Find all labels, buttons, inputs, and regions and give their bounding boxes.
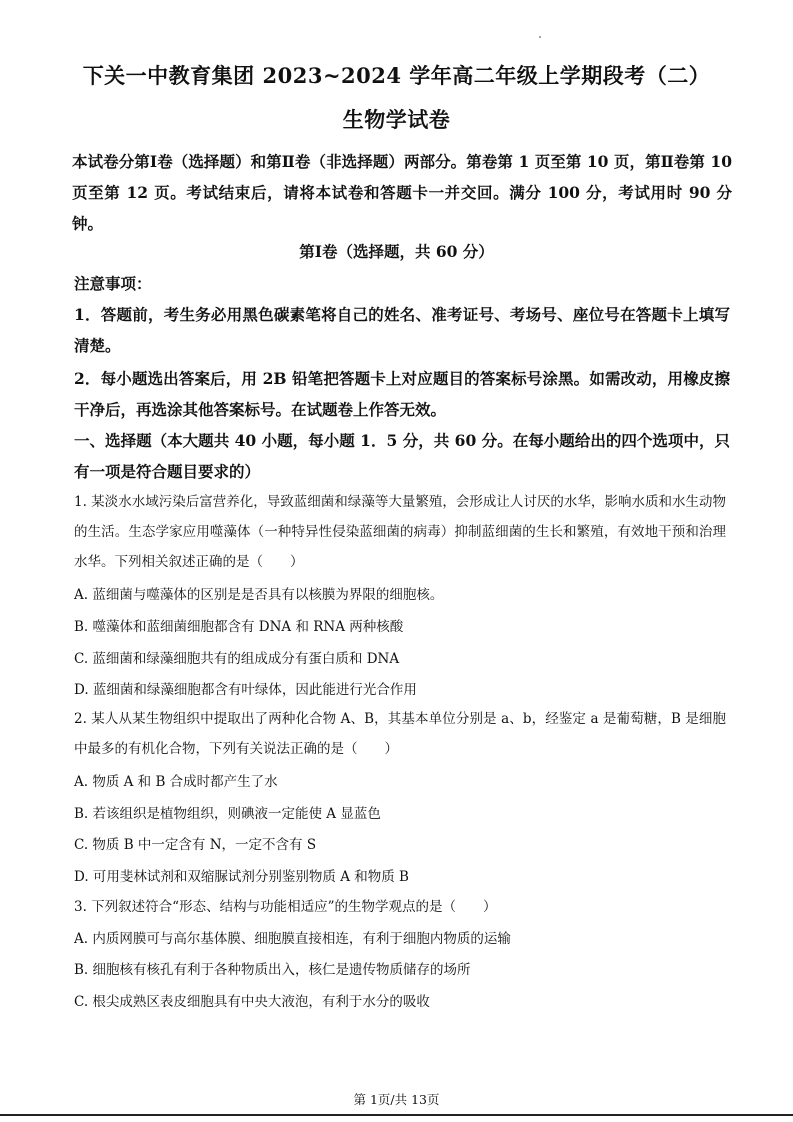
question-option: C. 蓝细菌和绿藻细胞共有的组成成分有蛋白质和 DNA — [74, 651, 400, 667]
section-heading: 第Ⅰ卷（选择题，共 60 分） — [299, 242, 494, 261]
page-footer: 第 1页/共 13页 — [353, 1092, 440, 1107]
notice-item: 1．答题前，考生务必用黑色碳素笔将自己的姓名、准考证号、考场号、座位号在答题卡上填写清楚。 — [74, 305, 730, 355]
question-option: B. 若该组织是植物组织，则碘液一定能使 A 显蓝色 — [74, 806, 381, 822]
question-option: B. 噬藻体和蓝细菌细胞都含有 DNA 和 RNA 两种核酸 — [74, 619, 404, 635]
notice-item: 2．每小题选出答案后，用 2B 铅笔把答题卡上对应题目的答案标号涂黑。如需改动，用橡皮擦干净后，再选涂其他答案标号。在试题卷上作答无效。 — [74, 369, 730, 419]
question-option: C. 根尖成熟区表皮细胞具有中央大液泡，有利于水分的吸收 — [74, 994, 430, 1010]
scan-dot — [539, 36, 541, 38]
question-option: A. 内质网膜可与高尔基体膜、细胞膜直接相连，有利于细胞内物质的运输 — [74, 931, 511, 947]
question-option: C. 物质 B 中一定含有 N，一定不含有 S — [74, 837, 317, 853]
question-option: D. 蓝细菌和绿藻细胞都含有叶绿体，因此能进行光合作用 — [74, 682, 417, 698]
question-option: A. 物质 A 和 B 合成时都产生了水 — [74, 774, 278, 790]
question-stem: 2. 某人从某生物组织中提取出了两种化合物 A、B，其基本单位分别是 a、b，经鉴定 a 是葡萄糖，B 是细胞中最多的有机化合物，下列有关说法正确的是（ ） — [74, 711, 726, 757]
question-stem: 1. 某淡水水域污染后富营养化，导致蓝细菌和绿藻等大量繁殖，会形成让人讨厌的水华，影响水质和水生动物的生活。生态学家应用噬藻体（一种特异性侵染蓝细菌的病毒）抑制蓝细菌的生长和繁殖，有效地干预和治理水华。下列相关叙述正确的是（ ） — [74, 494, 726, 570]
question-option: B. 细胞核有核孔有利于各种物质出入，核仁是遗传物质储存的场所 — [74, 962, 471, 978]
notice-title: 注意事项： — [74, 274, 152, 293]
exam-intro: 本试卷分第Ⅰ卷（选择题）和第Ⅱ卷（非选择题）两部分。第卷第 1 页至第 10 页，第Ⅱ卷第 10 页至第 12 页。考试结束后，请将本试卷和答题卡一并交回。满分 100 分，考试用时 90 分钟。 — [72, 152, 732, 233]
question-option: A. 蓝细菌与噬藻体的区别是是否具有以核膜为界限的细胞核。 — [74, 587, 444, 603]
question-stem: 3. 下列叙述符合“形态、结构与功能相适应”的生物学观点的是（ ） — [74, 899, 497, 915]
part-heading: 一、选择题（本大题共 40 小题，每小题 1．5 分，共 60 分。在每小题给出的四个选项中，只有一项是符合题目要求的） — [74, 431, 730, 481]
question-option: D. 可用斐林试剂和双缩脲试剂分别鉴别物质 A 和物质 B — [74, 869, 409, 885]
bottom-divider — [0, 1114, 793, 1116]
exam-title: 下关一中教育集团 2023~2024 学年高二年级上学期段考（二） — [82, 63, 711, 88]
exam-subtitle: 生物学试卷 — [342, 107, 451, 132]
